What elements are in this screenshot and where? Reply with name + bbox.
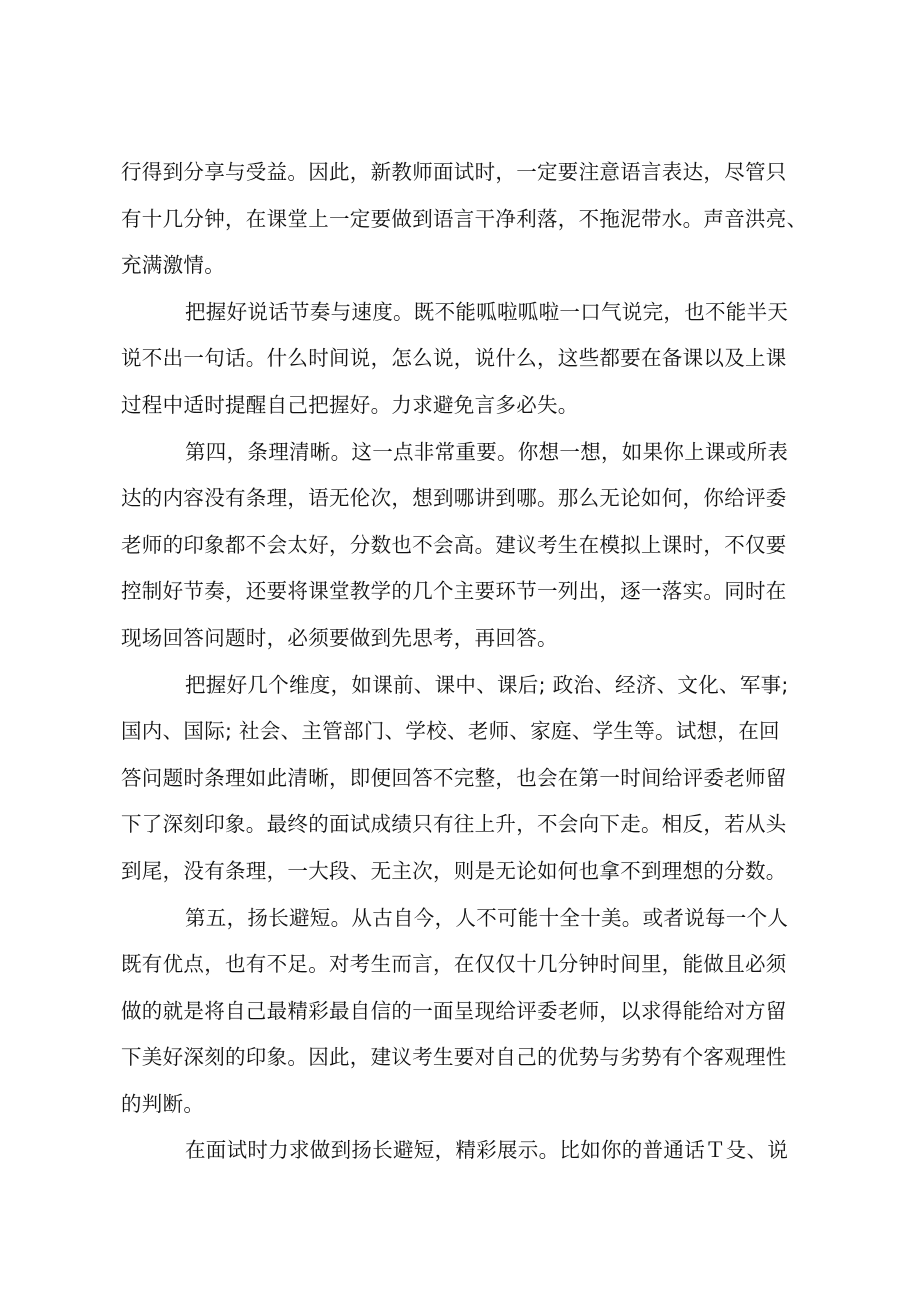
text-line: 控制好节奏，还要将课堂教学的几个主要环节一列出，逐一落实。同时在 bbox=[121, 579, 787, 604]
paragraph-start-line: 第四，条理清晰。这一点非常重要。你想一想，如果你上课或所表 bbox=[185, 439, 789, 464]
text-line: 过程中适时提醒自己把握好。力求避免言多必失。 bbox=[121, 392, 579, 417]
text-line: 下了深刻印象。最终的面试成绩只有往上升，不会向下走。相反，若从头 bbox=[121, 812, 787, 837]
text-line: 国内、国际; 社会、主管部门、学校、老师、家庭、学生等。试想，在回 bbox=[121, 719, 780, 744]
text-line: 做的就是将自己最精彩最自信的一面呈现给评委老师，以求得能给对方留 bbox=[121, 998, 787, 1023]
text-line: 既有优点，也有不足。对考生而言，在仅仅十几分钟时间里，能做且必须 bbox=[121, 952, 787, 977]
paragraph-start-line: 把握好说话节奏与速度。既不能呱啦呱啦一口气说完，也不能半天 bbox=[185, 299, 789, 324]
paragraph-start-line: 第五，扬长避短。从古自今，人不可能十全十美。或者说每一个人 bbox=[185, 905, 789, 930]
document-body bbox=[121, 149, 811, 1174]
text-line: 到尾，没有条理，一大段、无主次，则是无论如何也拿不到理想的分数。 bbox=[121, 858, 787, 883]
text-line: 说不出一句话。什么时间说，怎么说，说什么，这些都要在备课以及上课 bbox=[121, 346, 787, 371]
text-line: 的判断。 bbox=[121, 1091, 205, 1116]
text-line: 达的内容没有条理，语无伦次，想到哪讲到哪。那么无论如何，你给评委 bbox=[121, 486, 787, 511]
text-line: 充满激情。 bbox=[121, 253, 225, 278]
text-line: 老师的印象都不会太好，分数也不会高。建议考生在模拟上课时，不仅要 bbox=[121, 532, 787, 557]
text-line: 答问题时条理如此清晰，即便回答不完整，也会在第一时间给评委老师留 bbox=[121, 765, 787, 790]
text-line: 下美好深刻的印象。因此，建议考生要对自己的优势与劣势有个客观理性 bbox=[121, 1045, 787, 1070]
paragraph-start-line: 把握好几个维度，如课前、课中、课后; 政治、经济、文化、军事; bbox=[185, 672, 789, 697]
text-line: 有十几分钟，在课堂上一定要做到语言干净利落，不拖泥带水。声音洪亮、 bbox=[121, 206, 808, 231]
text-line: 现场回答问题时，必须要做到先思考，再回答。 bbox=[121, 625, 558, 650]
text-line: 行得到分享与受益。因此，新教师面试时，一定要注意语言表达，尽管只 bbox=[121, 160, 787, 184]
paragraph-start-line: 在面试时力求做到扬长避短，精彩展示。比如你的普通话Ｔ殳、说 bbox=[185, 1138, 789, 1163]
